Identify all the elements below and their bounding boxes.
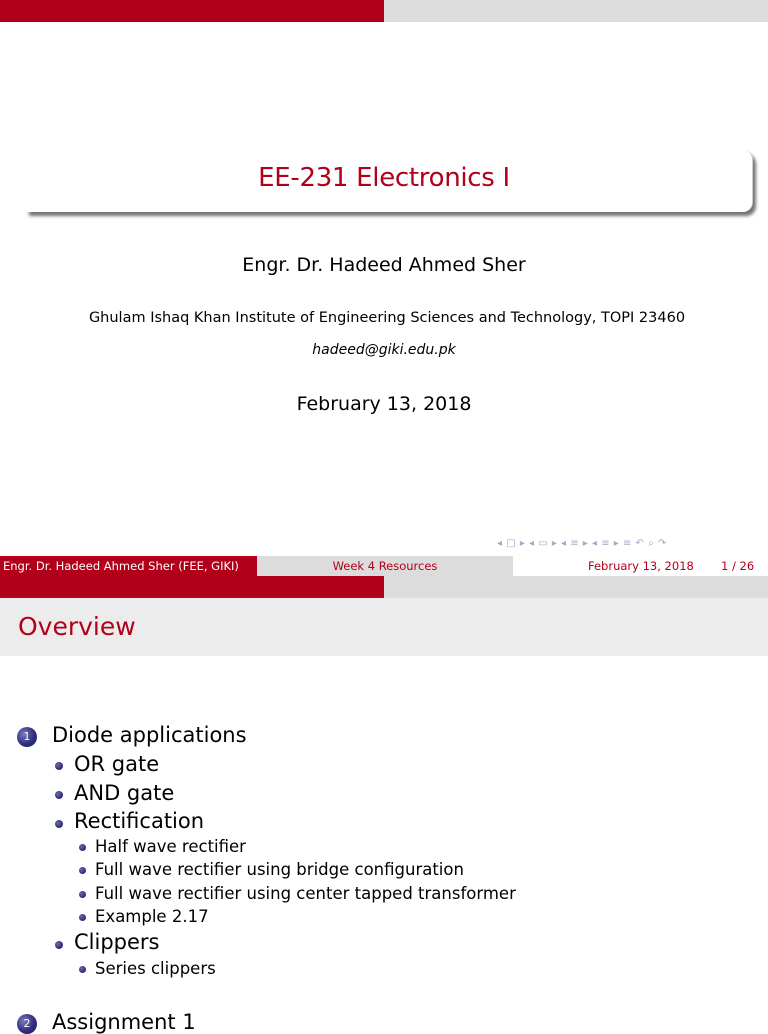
outline-item-assignment[interactable]: Assignment 1: [52, 1010, 196, 1034]
enum-number-1: 1: [17, 727, 37, 747]
outline-subitem-or-gate[interactable]: OR gate: [74, 752, 160, 776]
outline-subsubitem-half-wave[interactable]: Half wave rectifier: [95, 837, 246, 856]
slide2-header-bar-left: [0, 576, 384, 598]
outline-subsubitem-full-wave-center-tap[interactable]: Full wave rectifier using center tapped transformer: [95, 884, 516, 903]
footer-right-panel: [513, 556, 768, 576]
footer-page-number: 1 / 26: [721, 559, 755, 573]
bullet-icon: [55, 762, 63, 770]
slide1-header-bar-right: [384, 0, 768, 22]
outline-subitem-rectification[interactable]: Rectification: [74, 809, 205, 833]
footer-title: Week 4 Resources: [257, 556, 513, 576]
outline-subitem-and-gate[interactable]: AND gate: [74, 781, 175, 805]
frame-title: Overview: [18, 612, 136, 641]
slide-title: EE-231 Electronics I: [258, 163, 510, 193]
bullet-icon: [79, 844, 86, 851]
enum-number-2: 2: [17, 1014, 37, 1034]
author-name: Engr. Dr. Hadeed Ahmed Sher: [242, 254, 526, 276]
bullet-icon: [79, 914, 86, 921]
slide1-footer: [0, 556, 768, 576]
bullet-icon: [79, 966, 86, 973]
bullet-icon: [79, 867, 86, 874]
beamer-navigation-icons[interactable]: ◂ □ ▸ ◂ ▭ ▸ ◂ ≡ ▸ ◂ ≡ ▸ ≡ ↶ ⌕ ↷: [497, 538, 667, 549]
footer-date: February 13, 2018: [588, 559, 694, 573]
bullet-icon: [55, 791, 63, 799]
outline-subsubitem-series-clippers[interactable]: Series clippers: [95, 959, 216, 978]
slide1-header-bar-left: [0, 0, 384, 22]
bullet-icon: [79, 891, 86, 898]
footer-author: Engr. Dr. Hadeed Ahmed Sher (FEE, GIKI): [0, 556, 257, 576]
institute-name: Ghulam Ishaq Khan Institute of Engineering Sciences and Technology, TOPI 23460: [88, 310, 686, 326]
presentation-date: February 13, 2018: [296, 393, 472, 415]
outline-item-diode-applications[interactable]: Diode applications: [52, 723, 247, 747]
outline-subitem-clippers[interactable]: Clippers: [74, 930, 160, 954]
outline-subsubitem-example[interactable]: Example 2.17: [95, 907, 209, 926]
outline-subsubitem-full-wave-bridge[interactable]: Full wave rectifier using bridge configuration: [95, 860, 464, 879]
bullet-icon: [55, 941, 63, 949]
slide2-header-bar-right: [384, 576, 768, 598]
bullet-icon: [55, 820, 63, 828]
author-email[interactable]: hadeed@giki.edu.pk: [312, 342, 456, 358]
